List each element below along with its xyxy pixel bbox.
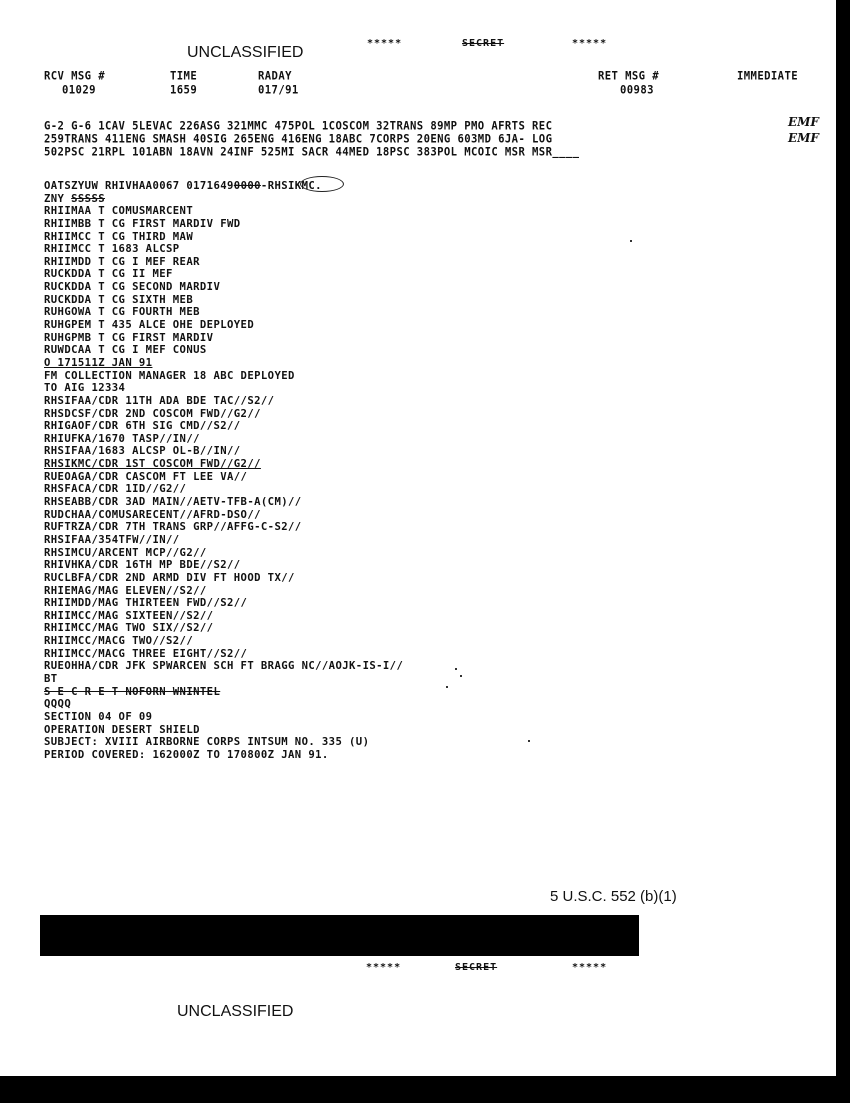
message-line	[44, 496, 403, 509]
struck-text: 0000	[233, 180, 261, 192]
message-line	[44, 180, 403, 193]
message-line-text: RHIIMDD/MAG THIRTEEN FWD//S2//	[44, 597, 248, 610]
message-line	[44, 471, 403, 484]
message-line	[44, 686, 403, 699]
message-line-text: RHSIKMC/CDR 1ST COSCOM FWD//G2//	[44, 458, 261, 471]
message-line-text: FM COLLECTION MANAGER 18 ABC DEPLOYED	[44, 369, 295, 382]
stars-bottom-left: *****	[366, 962, 402, 973]
message-line	[44, 357, 403, 370]
foia-exemption-label: 5 U.S.C. 552 (b)(1)	[550, 888, 677, 905]
rcv-msg-value: 01029	[62, 84, 96, 97]
message-line-suffix: -RHSIKMC.	[260, 180, 322, 192]
stars-top-left: *****	[367, 38, 403, 49]
stars-top-right: *****	[572, 38, 608, 49]
message-line-text: RHIUFKA/1670 TASP//IN//	[44, 432, 200, 445]
time-value: 1659	[170, 84, 198, 97]
message-line-text: RUDCHAA/COMUSARECENT//AFRD-DSO//	[44, 508, 261, 521]
scan-speck	[446, 686, 448, 688]
message-line-text: RHIIMCC/MAG SIXTEEN//S2//	[44, 609, 214, 622]
ret-msg-label: RET MSG #	[598, 70, 660, 83]
message-line-text: RUHGPMB T CG FIRST MARDIV	[44, 331, 214, 344]
message-body	[44, 180, 403, 761]
message-line-text: RHSIFAA/CDR 11TH ADA BDE TAC//S2//	[44, 394, 275, 407]
message-line	[44, 534, 403, 547]
message-line	[44, 433, 403, 446]
message-line	[44, 408, 403, 421]
message-line	[44, 673, 403, 686]
message-line-text: RUCKDDA T CG SIXTH MEB	[44, 293, 194, 306]
scan-speck	[460, 675, 462, 677]
message-line-text: RUCKDDA T CG II MEF	[44, 268, 173, 281]
raday-value: 017/91	[258, 84, 299, 97]
message-line-text: RHSIFAA/354TFW//IN//	[44, 533, 180, 546]
routing-line-2: 259TRANS 411ENG SMASH 40SIG 265ENG 416ENG 18ABC 7CORPS 20ENG 603MD 6JA- LOG	[44, 133, 553, 146]
message-line-text: RHIEMAG/MAG ELEVEN//S2//	[44, 584, 207, 597]
message-line-text: RHIGAOF/CDR 6TH SIG CMD//S2//	[44, 420, 241, 433]
message-line	[44, 382, 403, 395]
message-line-text: O 171511Z JAN 91	[44, 356, 153, 369]
message-line	[44, 736, 403, 749]
message-line-text: RHIIMCC T CG THIRD MAW	[44, 230, 194, 243]
message-line	[44, 205, 403, 218]
message-line-text: RHIIMDD T CG I MEF REAR	[44, 255, 200, 268]
message-line-text: RHIIMCC/MAG TWO SIX//S2//	[44, 622, 214, 635]
routing-line-1: G-2 G-6 1CAV 5LEVAC 226ASG 321MMC 475POL 1COSCOM 32TRANS 89MP PMO AFRTS REC	[44, 120, 553, 133]
message-line-text: RUWDCAA T CG I MEF CONUS	[44, 344, 207, 357]
redaction-block	[40, 915, 639, 956]
message-line-text: RHIIMCC/MACG TWO//S2//	[44, 635, 194, 648]
message-line-text: TO AIG 12334	[44, 382, 126, 395]
secret-marking-bottom: SECRET	[455, 962, 498, 973]
message-line	[44, 268, 403, 281]
struck-text: SSSSS	[71, 192, 106, 205]
scan-speck	[630, 240, 632, 242]
message-line-text: PERIOD COVERED: 162000Z TO 170800Z JAN 91.	[44, 748, 329, 761]
message-line-text: RUFTRZA/CDR 7TH TRANS GRP//AFFG-C-S2//	[44, 521, 302, 534]
message-line	[44, 648, 403, 661]
message-line-text: ZNY	[44, 192, 72, 205]
message-line	[44, 218, 403, 231]
message-line	[44, 711, 403, 724]
message-line	[44, 445, 403, 458]
message-line	[44, 319, 403, 332]
ret-msg-value: 00983	[620, 84, 654, 97]
message-line	[44, 572, 403, 585]
message-line-text: RUHGOWA T CG FOURTH MEB	[44, 306, 200, 319]
message-line	[44, 458, 403, 471]
message-line	[44, 610, 403, 623]
classification-top: UNCLASSIFIED	[187, 44, 304, 61]
classification-bottom: UNCLASSIFIED	[177, 1003, 294, 1020]
message-line	[44, 281, 403, 294]
message-line	[44, 724, 403, 737]
stars-bottom-right: *****	[572, 962, 608, 973]
message-line	[44, 395, 403, 408]
message-line	[44, 231, 403, 244]
message-line	[44, 256, 403, 269]
message-line	[44, 521, 403, 534]
message-line	[44, 749, 403, 762]
handwritten-initials-1: EMF	[788, 115, 819, 129]
message-line	[44, 585, 403, 598]
scan-speck	[528, 740, 530, 742]
message-line	[44, 622, 403, 635]
raday-label: RADAY	[258, 70, 292, 83]
message-line-text: RHIIMCC T 1683 ALCSP	[44, 243, 180, 256]
message-line-text: QQQQ	[44, 698, 72, 711]
rcv-msg-label: RCV MSG #	[44, 70, 106, 83]
message-line-text: RHSEABB/CDR 3AD MAIN//AETV-TFB-A(CM)//	[44, 496, 302, 509]
struck-text: S E C R E T NOFORN WNINTEL	[44, 685, 221, 698]
message-line	[44, 483, 403, 496]
message-line-text: RHIIMAA T COMUSMARCENT	[44, 205, 194, 218]
precedence: IMMEDIATE	[737, 70, 799, 83]
message-line-text: RHSIMCU/ARCENT MCP//G2//	[44, 546, 207, 559]
message-line	[44, 660, 403, 673]
message-line	[44, 509, 403, 522]
message-line	[44, 635, 403, 648]
message-line-text: RUCKDDA T CG SECOND MARDIV	[44, 281, 221, 294]
message-line	[44, 306, 403, 319]
message-line-text: SECTION 04 OF 09	[44, 710, 153, 723]
routing-line-3: 502PSC 21RPL 101ABN 18AVN 24INF 525MI SACR 44MED 18PSC 383POL MCOIC MSR MSR____	[44, 146, 580, 159]
secret-marking-top: SECRET	[462, 38, 505, 49]
message-line	[44, 370, 403, 383]
message-line	[44, 294, 403, 307]
message-line-text: RUCLBFA/CDR 2ND ARMD DIV FT HOOD TX//	[44, 571, 295, 584]
time-label: TIME	[170, 70, 198, 83]
message-line-text: RHIIMBB T CG FIRST MARDIV FWD	[44, 217, 241, 230]
message-line	[44, 193, 403, 206]
handwritten-initials-2: EMF	[788, 131, 819, 145]
message-line-text: RUHGPEM T 435 ALCE OHE DEPLOYED	[44, 319, 255, 332]
message-line	[44, 243, 403, 256]
message-line	[44, 698, 403, 711]
message-line-text: RHSFACA/CDR 1ID//G2//	[44, 483, 187, 496]
message-line	[44, 597, 403, 610]
message-line-text: RUEOHHA/CDR JFK SPWARCEN SCH FT BRAGG NC//AOJK-IS-I//	[44, 660, 404, 673]
scan-border-bottom	[0, 1076, 850, 1103]
message-line	[44, 344, 403, 357]
scan-border-right	[836, 0, 850, 1103]
message-line	[44, 547, 403, 560]
message-line-text: RUEOAGA/CDR CASCOM FT LEE VA//	[44, 470, 248, 483]
message-line-text: OPERATION DESERT SHIELD	[44, 723, 200, 736]
message-line-text: SUBJECT: XVIII AIRBORNE CORPS INTSUM NO. 335 (U)	[44, 736, 370, 749]
message-line-text: RHSIFAA/1683 ALCSP OL-B//IN//	[44, 445, 241, 458]
message-line	[44, 332, 403, 345]
message-line-text: OATSZYUW RHIVHAA0067 0171649	[44, 180, 234, 192]
message-line	[44, 559, 403, 572]
scan-speck	[455, 668, 457, 670]
message-line-text: RHIVHKA/CDR 16TH MP BDE//S2//	[44, 559, 241, 572]
message-line-text: RHIIMCC/MACG THREE EIGHT//S2//	[44, 647, 248, 660]
message-line-text: RHSDCSF/CDR 2ND COSCOM FWD//G2//	[44, 407, 261, 420]
message-line	[44, 420, 403, 433]
message-line-text: BT	[44, 672, 58, 685]
